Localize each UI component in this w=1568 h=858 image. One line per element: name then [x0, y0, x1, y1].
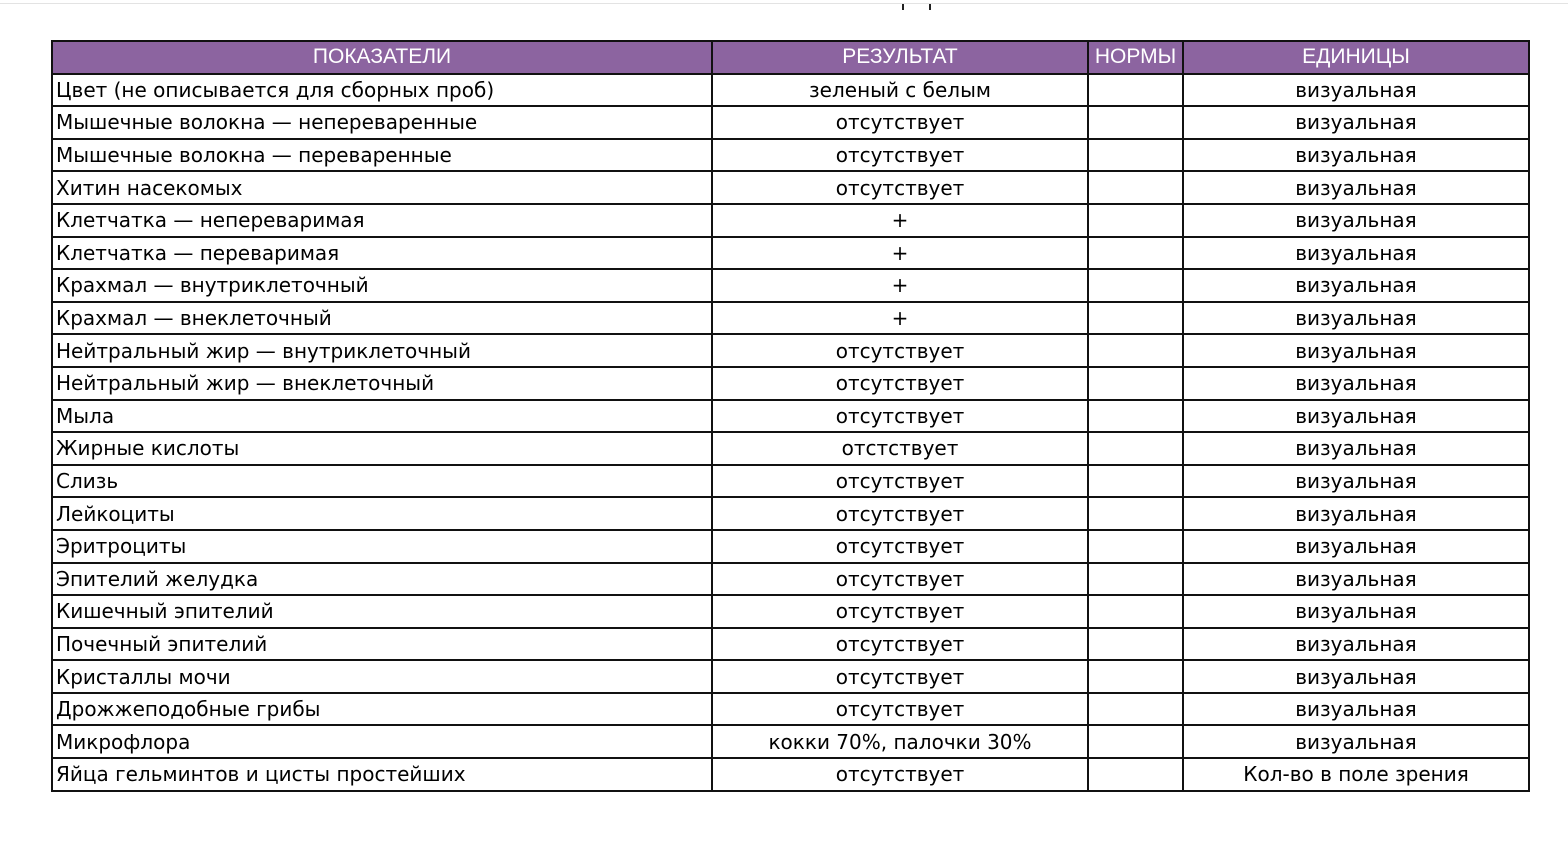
- result-cell: отсутствует: [712, 628, 1088, 661]
- table-row: [52, 725, 1529, 758]
- unit-cell: визуальная: [1183, 725, 1529, 758]
- column-header-result: РЕЗУЛЬТАТ: [712, 41, 1088, 74]
- result-cell: отстствует: [712, 432, 1088, 465]
- norm-cell: [1088, 237, 1183, 270]
- norm-cell: [1088, 139, 1183, 172]
- cropped-text-fragment: [902, 4, 904, 10]
- result-cell: +: [712, 302, 1088, 335]
- indicator-name-cell: Почечный эпителий: [52, 628, 712, 661]
- indicator-name-cell: Микрофлора: [52, 725, 712, 758]
- table-row: [52, 465, 1529, 498]
- table-row: [52, 302, 1529, 335]
- unit-cell: визуальная: [1183, 628, 1529, 661]
- unit-cell: визуальная: [1183, 302, 1529, 335]
- result-cell: отсутствует: [712, 595, 1088, 628]
- unit-cell: визуальная: [1183, 74, 1529, 107]
- indicator-name-cell: Кристаллы мочи: [52, 660, 712, 693]
- unit-cell: визуальная: [1183, 497, 1529, 530]
- indicator-name-cell: Дрожжеподобные грибы: [52, 693, 712, 726]
- result-cell: отсутствует: [712, 139, 1088, 172]
- indicator-name-cell: Крахмал — внеклеточный: [52, 302, 712, 335]
- indicator-name-cell: Крахмал — внутриклеточный: [52, 269, 712, 302]
- table-row: [52, 139, 1529, 172]
- norm-cell: [1088, 334, 1183, 367]
- table-row: [52, 660, 1529, 693]
- norm-cell: [1088, 530, 1183, 563]
- result-cell: отсутствует: [712, 497, 1088, 530]
- table-row: [52, 595, 1529, 628]
- norm-cell: [1088, 171, 1183, 204]
- unit-cell: визуальная: [1183, 237, 1529, 270]
- norm-cell: [1088, 367, 1183, 400]
- norm-cell: [1088, 595, 1183, 628]
- table-row: [52, 758, 1529, 791]
- table-row: [52, 204, 1529, 237]
- unit-cell: визуальная: [1183, 530, 1529, 563]
- unit-cell: визуальная: [1183, 204, 1529, 237]
- norm-cell: [1088, 204, 1183, 237]
- page-top-divider: [0, 3, 1568, 4]
- result-cell: отсутствует: [712, 106, 1088, 139]
- table-row: [52, 367, 1529, 400]
- table-row: [52, 530, 1529, 563]
- norm-cell: [1088, 628, 1183, 661]
- result-cell: отсутствует: [712, 171, 1088, 204]
- indicator-name-cell: Яйца гельминтов и цисты простейших: [52, 758, 712, 791]
- indicator-name-cell: Хитин насекомых: [52, 171, 712, 204]
- unit-cell: визуальная: [1183, 563, 1529, 596]
- norm-cell: [1088, 497, 1183, 530]
- norm-cell: [1088, 432, 1183, 465]
- indicator-name-cell: Клетчатка — непереваримая: [52, 204, 712, 237]
- norm-cell: [1088, 758, 1183, 791]
- indicator-name-cell: Слизь: [52, 465, 712, 498]
- table-row: [52, 237, 1529, 270]
- table-row: [52, 269, 1529, 302]
- unit-cell: визуальная: [1183, 660, 1529, 693]
- unit-cell: визуальная: [1183, 171, 1529, 204]
- unit-cell: визуальная: [1183, 432, 1529, 465]
- table-row: [52, 497, 1529, 530]
- result-cell: кокки 70%, палочки 30%: [712, 725, 1088, 758]
- coprogram-results-table: [51, 40, 1530, 792]
- result-cell: отсутствует: [712, 465, 1088, 498]
- indicator-name-cell: Эритроциты: [52, 530, 712, 563]
- norm-cell: [1088, 400, 1183, 433]
- indicator-name-cell: Нейтральный жир — внеклеточный: [52, 367, 712, 400]
- table-row: [52, 400, 1529, 433]
- norm-cell: [1088, 74, 1183, 107]
- result-cell: +: [712, 204, 1088, 237]
- indicator-name-cell: Кишечный эпителий: [52, 595, 712, 628]
- norm-cell: [1088, 302, 1183, 335]
- norm-cell: [1088, 725, 1183, 758]
- unit-cell: визуальная: [1183, 334, 1529, 367]
- unit-cell: визуальная: [1183, 106, 1529, 139]
- cropped-text-fragment: [929, 4, 931, 10]
- norm-cell: [1088, 693, 1183, 726]
- indicator-name-cell: Эпителий желудка: [52, 563, 712, 596]
- indicator-name-cell: Нейтральный жир — внутриклеточный: [52, 334, 712, 367]
- indicator-name-cell: Мышечные волокна — переваренные: [52, 139, 712, 172]
- result-cell: отсутствует: [712, 758, 1088, 791]
- result-cell: отсутствует: [712, 563, 1088, 596]
- indicator-name-cell: Клетчатка — переваримая: [52, 237, 712, 270]
- unit-cell: визуальная: [1183, 465, 1529, 498]
- result-cell: зеленый с белым: [712, 74, 1088, 107]
- unit-cell: Кол-во в поле зрения: [1183, 758, 1529, 791]
- norm-cell: [1088, 465, 1183, 498]
- indicator-name-cell: Жирные кислоты: [52, 432, 712, 465]
- unit-cell: визуальная: [1183, 693, 1529, 726]
- table-header-row: [52, 41, 1529, 74]
- result-cell: отсутствует: [712, 530, 1088, 563]
- unit-cell: визуальная: [1183, 595, 1529, 628]
- column-header-indicators: ПОКАЗАТЕЛИ: [52, 41, 712, 74]
- column-header-norms: НОРМЫ: [1088, 41, 1183, 74]
- table-row: [52, 563, 1529, 596]
- indicator-name-cell: Лейкоциты: [52, 497, 712, 530]
- unit-cell: визуальная: [1183, 367, 1529, 400]
- result-cell: отсутствует: [712, 400, 1088, 433]
- indicator-name-cell: Мышечные волокна — непереваренные: [52, 106, 712, 139]
- table-row: [52, 628, 1529, 661]
- norm-cell: [1088, 106, 1183, 139]
- table-row: [52, 334, 1529, 367]
- result-cell: отсутствует: [712, 367, 1088, 400]
- unit-cell: визуальная: [1183, 400, 1529, 433]
- norm-cell: [1088, 269, 1183, 302]
- norm-cell: [1088, 660, 1183, 693]
- table-row: [52, 171, 1529, 204]
- result-cell: отсутствует: [712, 660, 1088, 693]
- result-cell: +: [712, 237, 1088, 270]
- unit-cell: визуальная: [1183, 139, 1529, 172]
- table-row: [52, 432, 1529, 465]
- result-cell: отсутствует: [712, 334, 1088, 367]
- indicator-name-cell: Цвет (не описывается для сборных проб): [52, 74, 712, 107]
- result-cell: +: [712, 269, 1088, 302]
- result-cell: отсутствует: [712, 693, 1088, 726]
- indicator-name-cell: Мыла: [52, 400, 712, 433]
- column-header-units: ЕДИНИЦЫ: [1183, 41, 1529, 74]
- table-row: [52, 74, 1529, 107]
- norm-cell: [1088, 563, 1183, 596]
- table-row: [52, 106, 1529, 139]
- unit-cell: визуальная: [1183, 269, 1529, 302]
- table-row: [52, 693, 1529, 726]
